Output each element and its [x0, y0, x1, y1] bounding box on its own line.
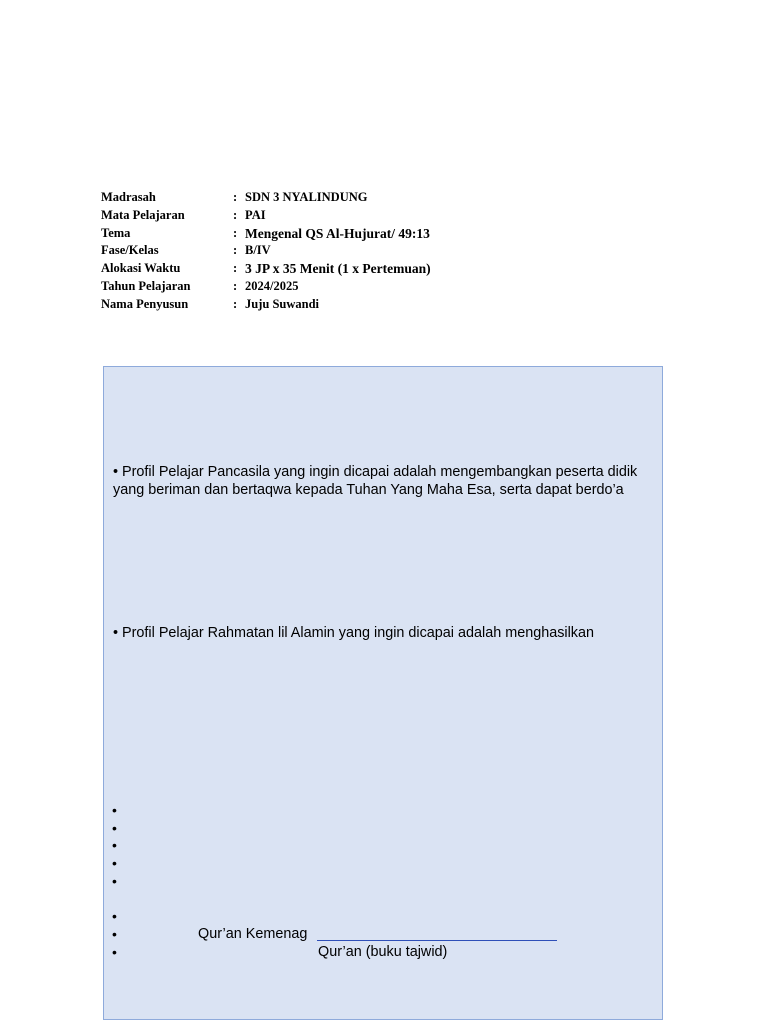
bullet-icon: • — [112, 873, 117, 889]
info-row-nama-penyusun — [101, 296, 431, 314]
info-colon: : — [233, 190, 238, 204]
info-value: Mengenal QS Al-Hujurat/ 49:13 — [245, 225, 430, 241]
reference-quran-kemenag: Qur’an Kemenag — [198, 926, 308, 942]
info-label: Alokasi Waktu — [101, 261, 181, 276]
info-value: SDN 3 NYALINDUNG — [245, 190, 368, 204]
info-label: Fase/Kelas — [101, 243, 159, 258]
info-label: Madrasah — [101, 190, 156, 204]
info-value: 2024/2025 — [245, 278, 299, 293]
bullet-icon: • — [112, 820, 117, 836]
info-colon: : — [233, 296, 238, 311]
info-row-fase-kelas — [101, 242, 431, 260]
info-colon: : — [233, 278, 238, 293]
info-value: B/IV — [245, 243, 271, 258]
info-label: Tema — [101, 225, 131, 240]
info-row-tahun-pelajaran — [101, 278, 431, 296]
reference-quran-tajwid: Qur’an (buku tajwid) — [318, 944, 448, 960]
bullet-icon: • — [112, 944, 117, 960]
info-value: Juju Suwandi — [245, 296, 319, 311]
bullet-icon: • — [112, 802, 117, 818]
info-label: Mata Pelajaran — [101, 207, 185, 222]
info-row-mata-pelajaran — [101, 207, 431, 225]
info-value: PAI — [245, 207, 266, 222]
pancasila-profile-text: • Profil Pelajar Pancasila yang ingin dicapai adalah mengembangkan peserta didik yang beriman dan bertaqwa kepada Tuhan Yang Maha Esa, serta dapat berdo’a — [113, 464, 638, 498]
info-colon: : — [233, 261, 238, 276]
identity-table — [101, 189, 431, 314]
info-row-tema — [101, 225, 431, 243]
profile-box — [103, 366, 663, 1020]
info-value: 3 JP x 35 Menit (1 x Pertemuan) — [245, 261, 431, 277]
info-row-madrasah — [101, 189, 431, 207]
bullet-icon: • — [112, 908, 117, 924]
bullet-icon: • — [112, 855, 117, 871]
info-colon: : — [233, 225, 238, 240]
info-colon: : — [233, 207, 238, 222]
info-row-alokasi-waktu — [101, 260, 431, 278]
bullet-icon: • — [112, 926, 117, 942]
rahmatan-profile-text: • Profil Pelajar Rahmatan lil Alamin yang ingin dicapai adalah menghasilkan — [113, 625, 595, 641]
info-label: Nama Penyusun — [101, 296, 189, 311]
bullet-icon: • — [112, 837, 117, 853]
info-colon: : — [233, 243, 238, 258]
fill-in-line — [317, 940, 557, 941]
info-label: Tahun Pelajaran — [101, 278, 191, 293]
